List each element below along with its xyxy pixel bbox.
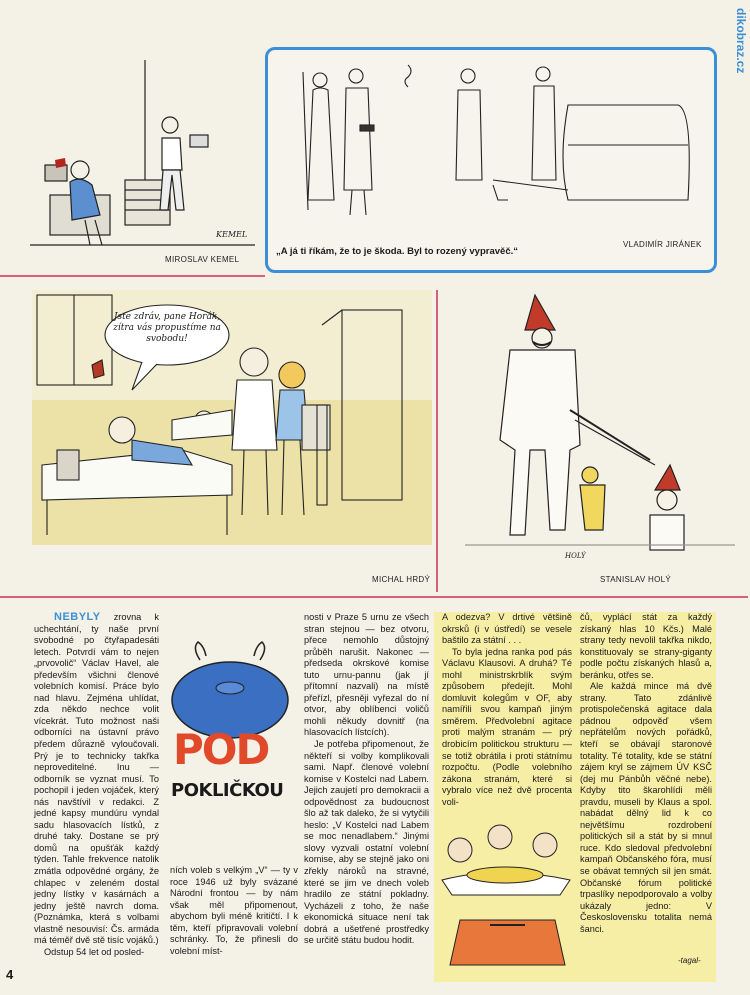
article-text: Ale každá mince má dvě strany. Tato zdánlivě protispolečenská agitace dala pádnou odpověď všem nepřátelům nových pořádků, kteří se obávají staronové totality. Té totality, kde se státní zájem kryl se zájmem ÚV KSČ (dej mu Pánbůh věčné nebe). Kdyby tito škarohlídi měli pravdu, museli by Klaus a spol. nabádat dělný lid k co největšímu rozdrobení politických sil a stát by si mnul ruce. Kdo sledoval předvolební kampaň Občanského fóra, musí se obávat temných sil jen smát. Občanské fórum politické trpaslíky nepodporovalo a volby ukázaly jedno: V Československu totalita nemá šanci.	[580, 681, 712, 934]
article-text: nosti v Praze 5 urnu ze všech stran stejnou — bez otvoru, přece nemohlo důstojný průběh narušit. Nakonec — předseda okrskové komise tuto urnu-pannu (jak jí přítomní nazvali) na místě přeřízl, přesněji vyřezal do ní otvor, aby oblíbenci voličů mohli někudy dovnitř (na hlasovacích lístcích).	[304, 612, 429, 738]
article-column-2	[170, 865, 298, 957]
rubric-title-line1: POD	[173, 725, 269, 774]
cartoon-jiranek-drawing	[268, 50, 714, 230]
cartoon-holy	[445, 290, 745, 590]
article-text: A odezva? V drtivé většině okrsků (i v ústředí) se vesele baštilo za státní . . .	[442, 612, 572, 646]
article-text: To byla jedna ranka pod pás Václavu Klausovi. A druhá? Té mohl ministrskrblík svým způsobem předejít. Mohl domluvit kolegům v OF, aby namířili svou kampaň jiným směrem. Předvolební agitace proti malým stranám — prý drobicím politickou strukturu — se totiž obrátila i proti státnímu rozpočtu. (Podle volebního zákona stranám, které si vybralo více než dvě procenta voli-	[442, 646, 572, 807]
article-illustration	[440, 815, 575, 975]
divider-line	[0, 596, 748, 598]
cartoon-signature: HOLÝ	[565, 552, 586, 560]
article-text: zrovna k uchechtání, ty naše první svobodné po čtyřapadesáti letech. Potvrdí vám to nejen „prvovolič“ Václav Havel, ale především všichni členové volebních komisí. Práce bylo nad hlavu. Zejména uhlídat, zda někdo nechce volit vícekrát. Tuto možnost naši odborníci na ústavní právo předem důrazně vyloučovali. Prý je to technicky takřka neproveditelné. Inu — odborník se vyznat musí. To pochopil i jeden vojáček, který nás navštívil v redakci. Z jedné kapsy mundúru vyndal sadu hlasovacích lístků, z druhé taky. Dostane se prý domů na opušťák každý týden. Tahle frekvence natolik zmátla odpovědné orgány, že chlapec v zeleném dostal jedny lístky v kasárnách a jedny ještě navrch doma. (Poznámka, která s volbami vlastně nesouvisí: Čs. armáda má téměř dvě stě tisíc vojáků.)	[34, 612, 159, 946]
article-lead-word: NEBYLY	[54, 611, 101, 623]
article-text: ních voleb s velkým „V“ — ty v roce 1946 už byly svázané Národní frontou — by nám však měl připomenout, abychom byli méně kritičtí. I k těm, kteří připravovali volební schránky. To, že přinesli do volební míst-	[170, 865, 298, 956]
rubric-title-line2: POKLIČKOU	[171, 780, 284, 801]
article-column-1	[34, 612, 159, 958]
cartoon-hrdy-drawing	[32, 290, 432, 545]
divider-line	[436, 290, 438, 592]
cartoon-credit: MICHAL HRDÝ	[372, 575, 431, 584]
cartoon-kemel	[30, 50, 258, 270]
cartoon-signature: KEMEL	[216, 230, 248, 239]
cartoon-credit: STANISLAV HOLÝ	[600, 575, 672, 584]
article-text: čů, vyplácí stát za každý získaný hlas 10 Kčs.) Malé strany tedy nevolil takřka nikdo, konstituovaly se strany-giganty podle počtu získaných hlasů a, beránku, otřes se.	[580, 612, 712, 680]
divider-line	[0, 275, 265, 277]
article-column-3	[304, 612, 429, 947]
cartoon-credit: MIROSLAV KEMEL	[165, 255, 240, 264]
article-column-4	[442, 612, 572, 808]
article-signature: -tagal-	[678, 956, 701, 965]
article-text: Je potřeba připomenout, že někteří si volby komplikovali sami. Např. členové volební komise v Kostelci nad Labem. Jejich zaujetí pro demokracii a odpovědnost za budoucnost šlo až tak daleko, že si vytyčili heslo: „V Kostelci nad Labem se moc nenadlabem.“ Jinými slovy vyzvali ostatní volební komise, aby se stejně jako oni zřekly nároků na stravné, které se jim ve dnech voleb hradilo ze státní pokladny. Vycházeli z toho, že naše ekonomická situace není tak dobrá a ušetřené prostředky se určitě státu budou hodit.	[304, 739, 429, 946]
rubric-logo	[165, 640, 295, 840]
cartoon-credit: VLADIMÍR JIRÁNEK	[623, 240, 702, 249]
ballot-box-eaters-drawing	[440, 815, 575, 975]
cartoon-hrdy	[32, 290, 432, 590]
cartoon-caption: „A já ti říkám, že to je škoda. Byl to rozený vypravěč.“	[276, 246, 518, 257]
cartoon-jiranek-frame	[265, 47, 717, 273]
cartoon-speech: Jste zdráv, pane Horák, zítra vás propustíme na svobodu!	[113, 312, 221, 344]
page-number: 4	[6, 967, 14, 982]
article-column-5	[580, 612, 712, 935]
article-text: Odstup 54 let od posled-	[44, 946, 145, 957]
cartoon-holy-drawing	[445, 290, 745, 570]
site-watermark: dikobraz.cz	[734, 8, 748, 74]
